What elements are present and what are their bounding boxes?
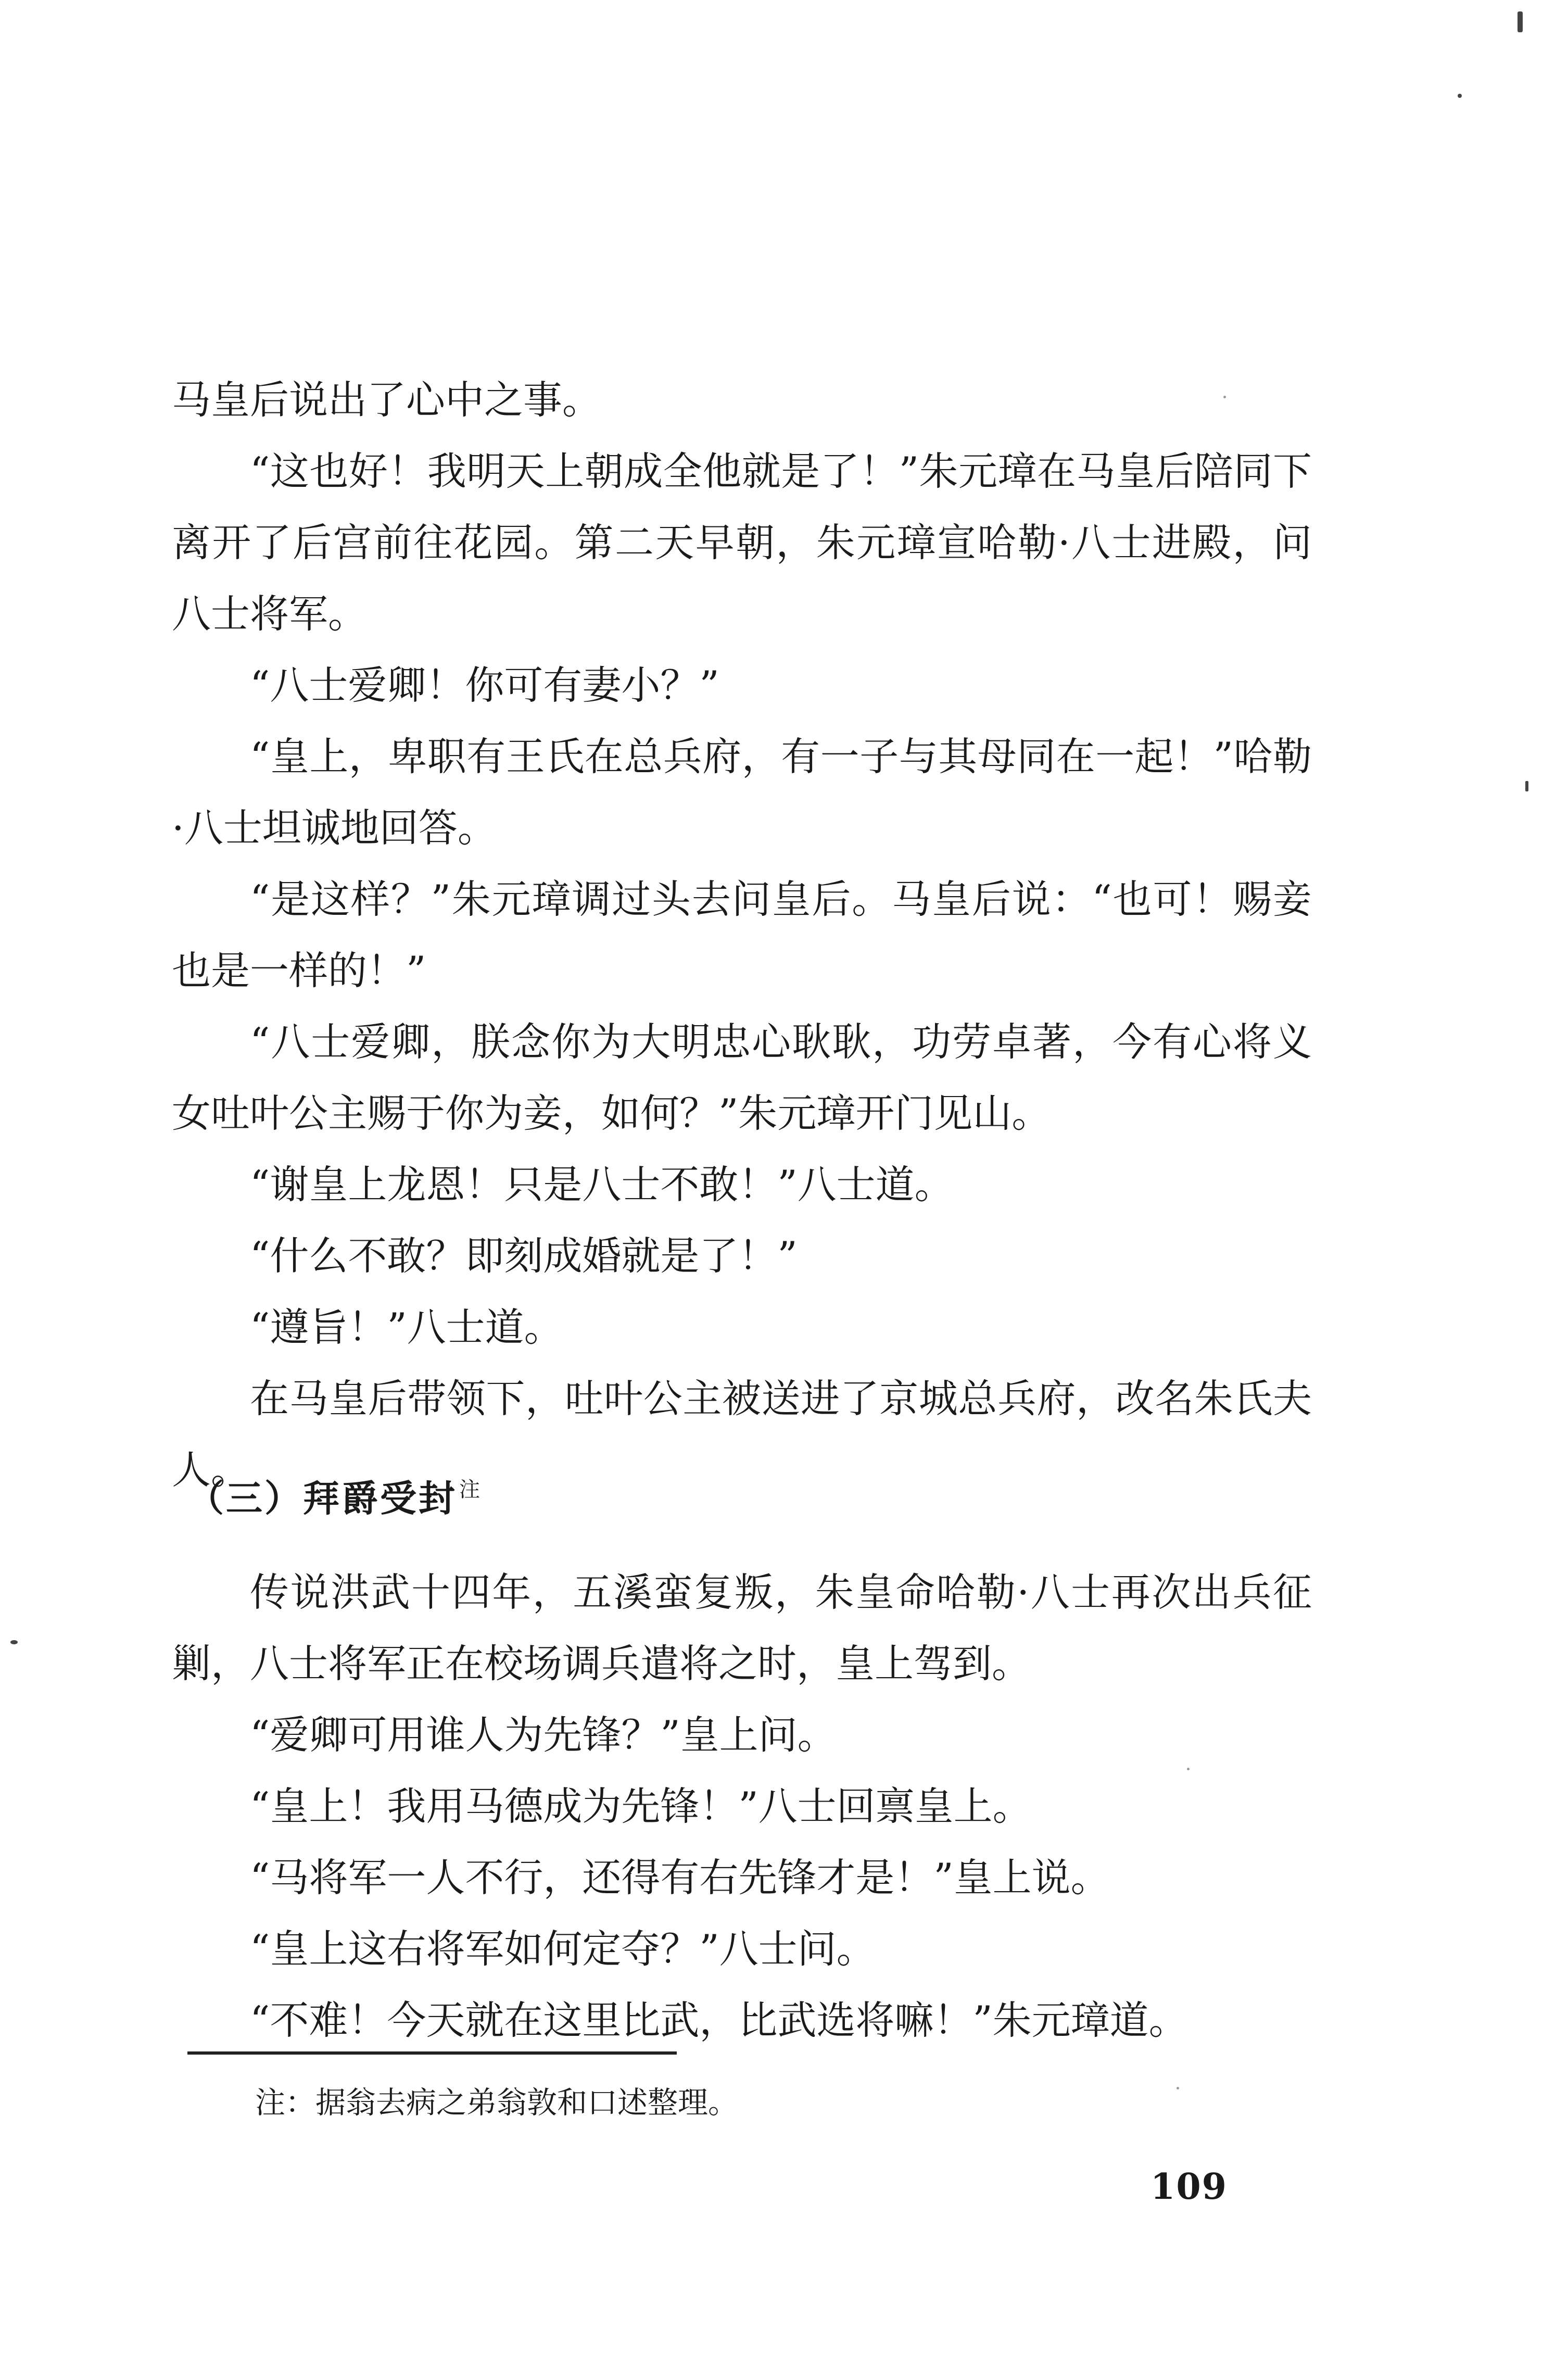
section-paragraph-4: “马将军一人不行，还得有右先锋才是！”皇上说。: [250, 1855, 1110, 1900]
paragraph-5: “是这样？”朱元璋调过头去问皇后。马皇后说：“也可！赐妾也是一样的！”: [172, 876, 1312, 993]
paragraph-3: “八士爱卿！你可有妻小？”: [250, 662, 719, 708]
page-number: 109: [1150, 2166, 1228, 2208]
paragraph-2: “这也好！我明天上朝成全他就是了！”朱元璋在马皇后陪同下离开了后宫前往花园。第二天早朝，朱元璋宣哈勒·八士进殿，问八士将军。: [172, 448, 1312, 637]
footnote-divider: [187, 2051, 677, 2055]
paragraph-10: 在马皇后带领下，吐叶公主被送进了京城总兵府，改名朱氏夫人。: [172, 1376, 1312, 1493]
section-paragraph-6: “不难！今天就在这里比武，比武选将嘛！”朱元璋道。: [250, 1997, 1188, 2043]
scan-speck: [1177, 2087, 1179, 2089]
paragraph-8: “什么不敢？即刻成婚就是了！”: [250, 1233, 798, 1279]
paragraph-4: “皇上，卑职有王氏在总兵府，有一子与其母同在一起！”哈勒·八士坦诚地回答。: [172, 734, 1312, 851]
section-heading: [187, 1469, 482, 1522]
section-paragraph-3: “皇上！我用马德成为先锋！”八士回禀皇上。: [250, 1783, 1032, 1829]
paragraph-9: “遵旨！”八士道。: [250, 1304, 563, 1350]
section-paragraph-5: “皇上这右将军如何定夺？”八士问。: [250, 1926, 876, 1972]
footnote: 注：据翁去病之弟翁敦和口述整理。: [255, 2085, 739, 2120]
scan-speck: [10, 1640, 18, 1644]
main-text-block: [172, 364, 1312, 1506]
paragraph-7: “谢皇上龙恩！只是八士不敢！”八士道。: [250, 1162, 954, 1207]
paragraph-6: “八士爱卿，朕念你为大明忠心耿耿，功劳卓著，今有心将义女吐叶公主赐于你为妾，如何？”朱元璋开门见山。: [172, 1019, 1312, 1136]
scan-speck: [1223, 396, 1226, 398]
section-text-block: [172, 1557, 1312, 2056]
section-heading-text: （三）拜爵受封: [187, 1477, 457, 1520]
scan-speck: [1525, 781, 1528, 791]
scan-speck: [1518, 11, 1523, 32]
section-paragraph-2: “爱卿可用谁人为先锋？”皇上问。: [250, 1712, 837, 1758]
section-paragraph-1: 传说洪武十四年，五溪蛮复叛，朱皇命哈勒·八士再次出兵征剿，八士将军正在校场调兵遣将之时，皇上驾到。: [172, 1569, 1312, 1686]
paragraph-1: 马皇后说出了心中之事。: [172, 377, 602, 423]
scan-speck: [1458, 94, 1462, 98]
section-heading-note-mark: 注: [459, 1478, 482, 1502]
scan-speck: [1187, 1768, 1190, 1770]
